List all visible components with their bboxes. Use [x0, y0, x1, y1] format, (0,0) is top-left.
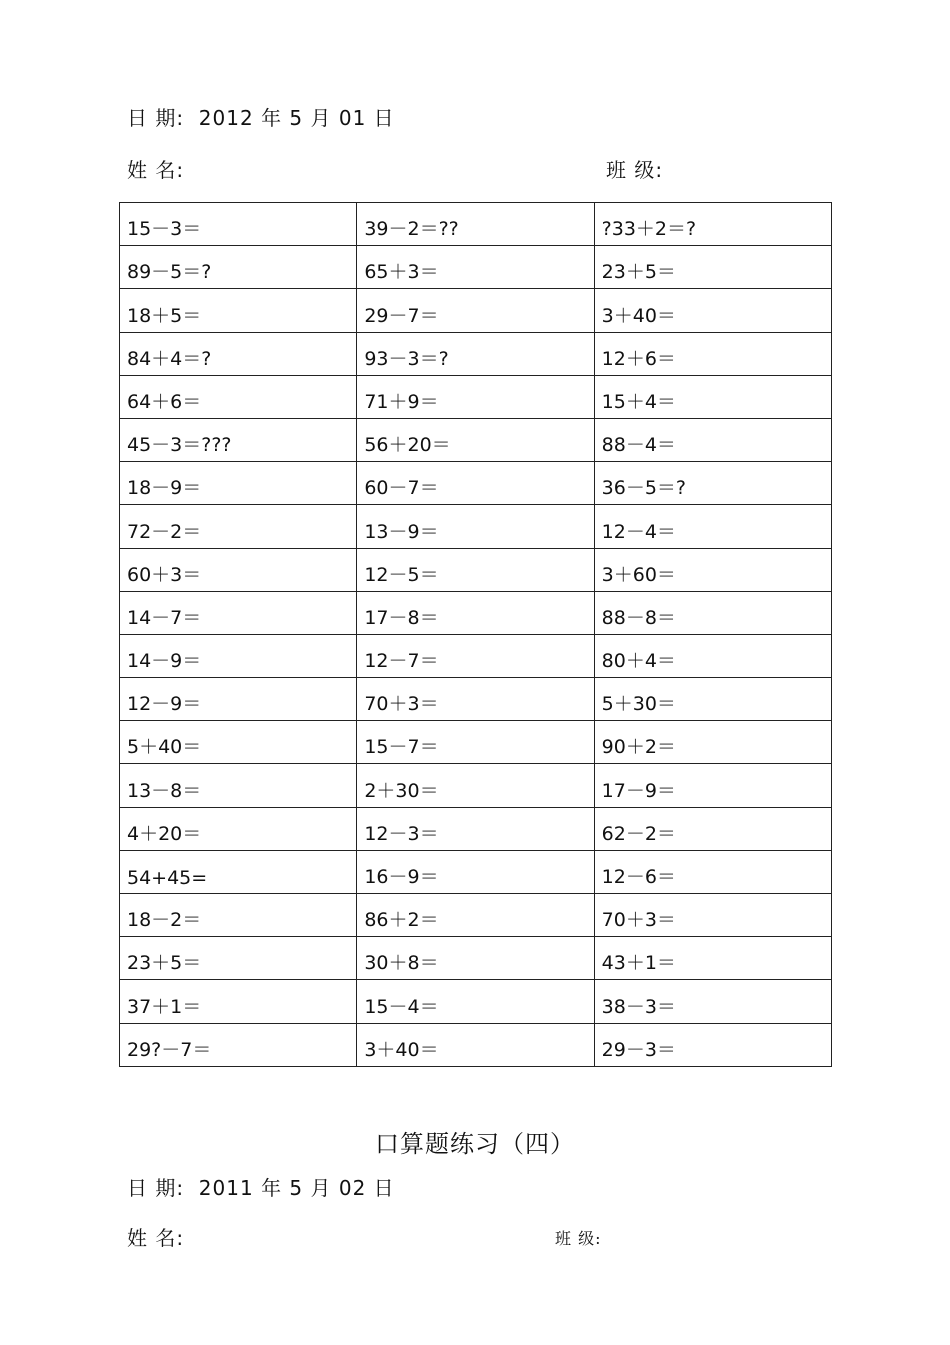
problem-cell: 16－9＝: [357, 850, 594, 893]
problem-cell: 12－9＝: [120, 678, 357, 721]
problem-cell: 13－9＝: [357, 505, 594, 548]
problem-cell: 12－6＝: [594, 850, 831, 893]
problem-cell: 4＋20＝: [120, 807, 357, 850]
table-row: [120, 634, 832, 677]
problem-cell: 84＋4＝?: [120, 332, 357, 375]
problem-cell: 39－2＝??: [357, 203, 594, 246]
problem-cell: 12－5＝: [357, 548, 594, 591]
problem-cell: 88－4＝: [594, 418, 831, 461]
problem-cell: 13－8＝: [120, 764, 357, 807]
table-row: [120, 894, 832, 937]
table-row: [120, 289, 832, 332]
problem-cell: 5＋40＝: [120, 721, 357, 764]
table-row: [120, 418, 832, 461]
problem-cell: 2＋30＝: [357, 764, 594, 807]
problem-cell: 65＋3＝: [357, 246, 594, 289]
problem-cell: ?33＋2＝?: [594, 203, 831, 246]
problem-cell: 90＋2＝: [594, 721, 831, 764]
problem-cell: 93－3＝?: [357, 332, 594, 375]
problem-cell: 18＋5＝: [120, 289, 357, 332]
problem-cell: 45－3＝???: [120, 418, 357, 461]
table-row: [120, 332, 832, 375]
problem-cell: 14－7＝: [120, 591, 357, 634]
problem-cell: 12－7＝: [357, 634, 594, 677]
problem-cell: 60＋3＝: [120, 548, 357, 591]
class-label: 班 级:: [606, 158, 664, 182]
problem-cell: 14－9＝: [120, 634, 357, 677]
problem-cell: 64＋6＝: [120, 375, 357, 418]
problem-cell: 37＋1＝: [120, 980, 357, 1023]
problem-cell: 23＋5＝: [120, 937, 357, 980]
table-row: [120, 548, 832, 591]
problem-cell: 43＋1＝: [594, 937, 831, 980]
problem-cell: 30＋8＝: [357, 937, 594, 980]
problem-cell: 15－3＝: [120, 203, 357, 246]
problem-cell: 12－3＝: [357, 807, 594, 850]
table-row: [120, 764, 832, 807]
problem-cell: 89－5＝?: [120, 246, 357, 289]
problem-cell: 56＋20＝: [357, 418, 594, 461]
problem-cell: 12＋6＝: [594, 332, 831, 375]
problem-cell: 29?－7＝: [120, 1023, 357, 1066]
problem-cell: 86＋2＝: [357, 894, 594, 937]
table-row: [120, 375, 832, 418]
problem-cell: 29－7＝: [357, 289, 594, 332]
arithmetic-table: [119, 202, 832, 1067]
table-row: [120, 678, 832, 721]
problem-cell: 80＋4＝: [594, 634, 831, 677]
table-row: [120, 246, 832, 289]
date-line-2: 日 期: 2011 年 5 月 02 日: [127, 1176, 395, 1200]
problem-cell: 23＋5＝: [594, 246, 831, 289]
table-row: [120, 591, 832, 634]
table-row: [120, 203, 832, 246]
problem-cell: 60－7＝: [357, 462, 594, 505]
table-row: [120, 937, 832, 980]
problem-cell: 18－2＝: [120, 894, 357, 937]
table-row: [120, 721, 832, 764]
problem-cell: 17－9＝: [594, 764, 831, 807]
name-label-2: 姓 名:: [127, 1226, 185, 1250]
problem-cell: 5＋30＝: [594, 678, 831, 721]
problem-cell: 71＋9＝: [357, 375, 594, 418]
class-label-2: 班 级:: [555, 1229, 602, 1248]
table-row: [120, 505, 832, 548]
problem-cell: 38－3＝: [594, 980, 831, 1023]
table-row: [120, 1023, 832, 1066]
table-row: [120, 462, 832, 505]
problem-cell: 17－8＝: [357, 591, 594, 634]
problem-cell: 29－3＝: [594, 1023, 831, 1066]
problem-cell: 88－8＝: [594, 591, 831, 634]
section-title: 口算题练习（四）: [375, 1130, 575, 1158]
date-line: 日 期: 2012 年 5 月 01 日: [127, 106, 395, 130]
table-row: [120, 850, 832, 893]
problem-cell: 36－5＝?: [594, 462, 831, 505]
problem-cell: 72－2＝: [120, 505, 357, 548]
problem-cell: 70＋3＝: [357, 678, 594, 721]
problem-cell: 12－4＝: [594, 505, 831, 548]
problem-cell: 70＋3＝: [594, 894, 831, 937]
problem-cell: 3＋40＝: [357, 1023, 594, 1066]
problem-cell: 15－4＝: [357, 980, 594, 1023]
table-row: [120, 807, 832, 850]
problem-cell: 3＋60＝: [594, 548, 831, 591]
problem-cell: 62－2＝: [594, 807, 831, 850]
name-label: 姓 名:: [127, 158, 185, 182]
problem-cell: 15＋4＝: [594, 375, 831, 418]
problem-cell: 54+45=: [120, 850, 357, 893]
table-row: [120, 980, 832, 1023]
problem-cell: 3＋40＝: [594, 289, 831, 332]
problem-cell: 15－7＝: [357, 721, 594, 764]
problem-cell: 18－9＝: [120, 462, 357, 505]
